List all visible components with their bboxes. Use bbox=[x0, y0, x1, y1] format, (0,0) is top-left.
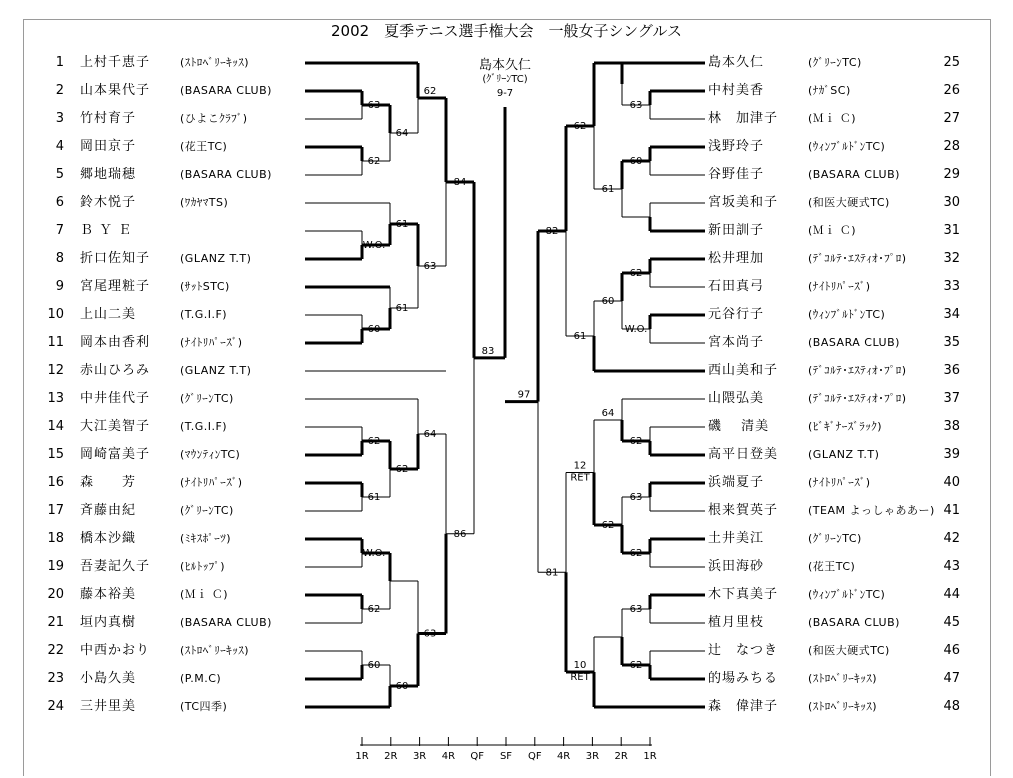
player-club: (BASARA CLUB) bbox=[180, 84, 272, 97]
player-name: 岡崎富美子 bbox=[80, 447, 151, 462]
player-name: 的場みちる bbox=[708, 671, 779, 686]
player-number: 11 bbox=[47, 335, 64, 350]
match-score: 82 bbox=[545, 226, 559, 237]
player-number: 24 bbox=[47, 699, 64, 714]
match-score: 62 bbox=[601, 520, 615, 531]
player-club: (BASARA CLUB) bbox=[180, 168, 272, 181]
match-score: 61 bbox=[395, 303, 409, 314]
player-name: 木下真美子 bbox=[708, 587, 779, 602]
player-number: 21 bbox=[47, 615, 64, 630]
player-number: 17 bbox=[47, 503, 64, 518]
match-score: 64 bbox=[423, 429, 437, 440]
player-club: (Ｍｉ Ｃ) bbox=[180, 588, 229, 601]
match-score: 62 bbox=[629, 436, 643, 447]
player-number: 33 bbox=[943, 279, 960, 294]
player-name: 新田訓子 bbox=[708, 223, 765, 238]
match-score: 81 bbox=[545, 567, 559, 579]
player-club: (ｽﾄﾛﾍﾞﾘｰｷｯｽ) bbox=[180, 56, 250, 69]
player-number: 3 bbox=[55, 111, 64, 126]
player-number: 16 bbox=[47, 475, 64, 490]
player-club: (ｽﾄﾛﾍﾞﾘｰｷｯｽ) bbox=[808, 672, 878, 685]
match-score: W.O. bbox=[362, 240, 386, 251]
player-name: 谷野佳子 bbox=[708, 167, 765, 182]
player-club: (ｸﾞﾘｰﾝTC) bbox=[180, 392, 234, 405]
player-name: 西山美和子 bbox=[708, 363, 779, 378]
player-name: 三井里美 bbox=[80, 699, 137, 714]
player-name: 鈴木悦子 bbox=[80, 195, 137, 210]
player-number: 42 bbox=[943, 531, 960, 546]
round-label: 2R bbox=[384, 751, 398, 762]
round-label: 4R bbox=[556, 751, 571, 762]
player-number: 8 bbox=[55, 251, 64, 266]
player-number: 34 bbox=[943, 307, 960, 322]
match-score: 61 bbox=[601, 184, 615, 195]
player-club: (ﾋﾞｷﾞﾅｰｽﾞﾗｯｸ) bbox=[808, 420, 883, 433]
player-number: 22 bbox=[47, 643, 64, 658]
player-number: 5 bbox=[55, 167, 64, 182]
player-name: 高平日登美 bbox=[708, 447, 779, 462]
player-name: 中村美香 bbox=[708, 83, 765, 98]
champion-name: 島本久仁 bbox=[478, 58, 531, 73]
player-name: 石田真弓 bbox=[708, 279, 765, 294]
player-number: 38 bbox=[943, 419, 960, 434]
player-name: 宮坂美和子 bbox=[708, 195, 779, 210]
match-score: RET bbox=[570, 672, 590, 683]
player-number: 4 bbox=[55, 139, 64, 154]
player-name: 浜端夏子 bbox=[708, 475, 765, 490]
player-name: 浜田海砂 bbox=[708, 559, 765, 574]
player-club: (ﾃﾞｺﾙﾃ･ｴｽﾃｨｵ･ﾌﾟﾛ) bbox=[808, 392, 907, 405]
player-name: 大江美智子 bbox=[80, 419, 151, 434]
player-name: 宮尾理粧子 bbox=[80, 279, 151, 294]
player-name: 森 芳 bbox=[80, 475, 137, 490]
match-score: 12 bbox=[573, 460, 587, 472]
player-number: 12 bbox=[47, 363, 64, 378]
player-number: 23 bbox=[47, 671, 64, 686]
round-label: 2R bbox=[614, 751, 628, 762]
player-number: 1 bbox=[55, 55, 64, 70]
player-number: 14 bbox=[47, 419, 64, 434]
match-score: 63 bbox=[629, 100, 643, 111]
champion-score: 9-7 bbox=[496, 88, 514, 99]
player-club: (ﾅｲﾄﾘﾊﾟｰｽﾞ) bbox=[180, 476, 243, 489]
player-name: 垣内真樹 bbox=[80, 615, 137, 630]
player-name: 中西かおり bbox=[80, 643, 151, 658]
player-number: 40 bbox=[943, 475, 960, 490]
player-name: 上村千恵子 bbox=[80, 55, 151, 70]
round-label: 1R bbox=[355, 751, 369, 762]
player-name: 宮本尚子 bbox=[708, 335, 765, 350]
match-score: 86 bbox=[453, 528, 467, 540]
player-number: 36 bbox=[943, 363, 960, 378]
match-score: 61 bbox=[573, 331, 587, 342]
player-number: 25 bbox=[943, 55, 960, 70]
match-score: 60 bbox=[601, 296, 615, 307]
match-score: W.O. bbox=[624, 324, 648, 335]
player-club: (ひよこｸﾗﾌﾞ) bbox=[180, 112, 248, 125]
player-number: 30 bbox=[943, 195, 960, 210]
player-name: 小島久美 bbox=[80, 671, 137, 686]
player-name: 赤山ひろみ bbox=[80, 363, 151, 378]
player-number: 10 bbox=[47, 307, 64, 322]
match-score: 62 bbox=[367, 604, 381, 615]
player-number: 2 bbox=[55, 83, 64, 98]
player-club: (和医大硬式TC) bbox=[808, 644, 890, 657]
player-name: 折口佐知子 bbox=[80, 251, 151, 266]
player-number: 29 bbox=[943, 167, 960, 182]
player-name: 竹村育子 bbox=[80, 111, 137, 126]
player-club: (ｽﾄﾛﾍﾞﾘｰｷｯｽ) bbox=[808, 700, 878, 713]
player-number: 6 bbox=[55, 195, 64, 210]
match-score: 62 bbox=[629, 548, 643, 559]
player-club: (ﾃﾞｺﾙﾃ･ｴｽﾃｨｵ･ﾌﾟﾛ) bbox=[808, 364, 907, 377]
player-name: 松井理加 bbox=[708, 251, 765, 266]
player-club: (ｳｨﾝﾌﾞﾙﾄﾞﾝTC) bbox=[808, 140, 886, 153]
match-score: 61 bbox=[395, 219, 409, 230]
player-name: 上山二美 bbox=[80, 307, 137, 322]
player-name: 橋本沙織 bbox=[80, 531, 137, 546]
player-name: 根来賀英子 bbox=[708, 503, 779, 518]
player-name: 吾妻記久子 bbox=[80, 559, 151, 574]
player-name: 山本果代子 bbox=[80, 83, 151, 98]
player-number: 48 bbox=[943, 699, 960, 714]
match-score: 62 bbox=[367, 156, 381, 167]
round-label: 1R bbox=[643, 751, 657, 762]
player-club: (TEAM よっしゃああー) bbox=[808, 504, 935, 517]
player-club: (ﾋﾙﾄｯﾌﾟ) bbox=[180, 560, 226, 573]
player-name: 岡田京子 bbox=[80, 139, 137, 154]
player-number: 7 bbox=[55, 223, 64, 238]
player-club: (ｸﾞﾘｰﾝTC) bbox=[808, 532, 862, 545]
match-score: 61 bbox=[367, 492, 381, 503]
player-name: 植月里枝 bbox=[708, 615, 765, 630]
player-club: (ｳｨﾝﾌﾞﾙﾄﾞﾝTC) bbox=[808, 308, 886, 321]
player-number: 47 bbox=[943, 671, 960, 686]
player-number: 28 bbox=[943, 139, 960, 154]
player-club: (T.G.I.F) bbox=[180, 308, 228, 321]
round-label: QF bbox=[527, 751, 542, 762]
player-number: 46 bbox=[943, 643, 960, 658]
player-name: 郷地瑞穂 bbox=[80, 167, 137, 182]
player-name: 山隈弘美 bbox=[708, 391, 765, 406]
match-score: 62 bbox=[395, 464, 409, 475]
round-label: SF bbox=[499, 751, 513, 762]
player-number: 35 bbox=[943, 335, 960, 350]
match-score: 84 bbox=[453, 177, 467, 188]
match-score: 63 bbox=[423, 261, 437, 272]
player-number: 9 bbox=[55, 279, 64, 294]
player-club: (ﾅｲﾄﾘﾊﾟｰｽﾞ) bbox=[180, 336, 243, 349]
player-name: 磯 清美 bbox=[708, 419, 770, 434]
match-score: 63 bbox=[423, 628, 437, 640]
player-number: 26 bbox=[943, 83, 960, 98]
player-club: (BASARA CLUB) bbox=[180, 616, 272, 629]
player-club: (BASARA CLUB) bbox=[808, 168, 900, 181]
player-club: (GLANZ T.T) bbox=[808, 448, 880, 461]
round-label: QF bbox=[470, 751, 485, 762]
match-score: 10 bbox=[573, 660, 587, 671]
player-club: (ﾅｲﾄﾘﾊﾟｰｽﾞ) bbox=[808, 476, 871, 489]
player-club: (Ｍｉ Ｃ) bbox=[808, 224, 857, 237]
player-number: 45 bbox=[943, 615, 960, 630]
player-number: 31 bbox=[943, 223, 960, 238]
player-number: 41 bbox=[943, 503, 960, 518]
player-club: (T.G.I.F) bbox=[180, 420, 228, 433]
player-number: 19 bbox=[47, 559, 64, 574]
player-club: (ﾅｶﾞSC) bbox=[808, 84, 851, 97]
match-score: 62 bbox=[573, 121, 587, 132]
player-name: 辻 なつき bbox=[708, 643, 779, 658]
player-number: 27 bbox=[943, 111, 960, 126]
player-club: (和医大硬式TC) bbox=[808, 196, 890, 209]
player-club: (TC四季) bbox=[180, 700, 228, 713]
match-score: 62 bbox=[629, 660, 643, 671]
player-club: (ﾃﾞｺﾙﾃ･ｴｽﾃｨｵ･ﾌﾟﾛ) bbox=[808, 252, 907, 265]
player-name: 林 加津子 bbox=[708, 111, 779, 126]
player-club: (ｽﾄﾛﾍﾞﾘｰｷｯｽ) bbox=[180, 644, 250, 657]
player-club: (ﾅｲﾄﾘﾊﾟｰｽﾞ) bbox=[808, 280, 871, 293]
match-score: 62 bbox=[367, 436, 381, 447]
page-title: 2002 夏季テニス選手権大会 一般女子シングルス bbox=[330, 22, 682, 40]
player-club: (ｸﾞﾘｰﾝTC) bbox=[808, 56, 862, 69]
player-club: (ｳｨﾝﾌﾞﾙﾄﾞﾝTC) bbox=[808, 588, 886, 601]
player-name: 元谷行子 bbox=[708, 307, 765, 322]
player-club: (P.M.C) bbox=[180, 672, 222, 685]
match-score: RET bbox=[570, 472, 590, 484]
player-club: (ﾜｶﾔﾏTS) bbox=[180, 196, 229, 209]
player-number: 37 bbox=[943, 391, 960, 406]
player-club: (GLANZ T.T) bbox=[180, 364, 252, 377]
match-score: 62 bbox=[629, 268, 643, 279]
player-club: (花王TC) bbox=[808, 560, 856, 573]
match-score: 62 bbox=[423, 86, 437, 97]
player-name: 土井美江 bbox=[708, 531, 765, 546]
round-label: 4R bbox=[441, 751, 456, 762]
player-club: (GLANZ T.T) bbox=[180, 252, 252, 265]
player-number: 20 bbox=[47, 587, 64, 602]
player-name: 岡本由香利 bbox=[80, 335, 151, 350]
player-club: (BASARA CLUB) bbox=[808, 336, 900, 349]
match-score: 63 bbox=[629, 492, 643, 503]
round-label: 3R bbox=[412, 751, 427, 762]
player-number: 18 bbox=[47, 531, 64, 546]
player-club: (花王TC) bbox=[180, 140, 228, 153]
player-name: 森 偉津子 bbox=[708, 699, 779, 714]
match-score: 83 bbox=[481, 345, 495, 357]
match-score: 60 bbox=[395, 681, 409, 692]
player-club: (ｸﾞﾘｰﾝTC) bbox=[180, 504, 234, 517]
player-name: Ｂ Ｙ Ｅ bbox=[80, 223, 133, 238]
player-name: 藤本裕美 bbox=[80, 587, 137, 602]
champion-club: (ｸﾞﾘｰﾝTC) bbox=[482, 74, 528, 85]
round-label: 3R bbox=[585, 751, 600, 762]
player-club: (BASARA CLUB) bbox=[808, 616, 900, 629]
match-score: 97 bbox=[517, 389, 531, 401]
player-name: 中井佳代子 bbox=[80, 391, 151, 406]
player-club: (ﾐｷｽﾎﾟｰﾂ) bbox=[180, 532, 232, 545]
match-score: 63 bbox=[629, 604, 643, 615]
player-club: (Ｍｉ Ｃ) bbox=[808, 112, 857, 125]
match-score: 64 bbox=[395, 128, 409, 139]
match-score: 60 bbox=[629, 156, 643, 167]
player-name: 斉藤由紀 bbox=[80, 503, 137, 518]
match-score: 63 bbox=[367, 100, 381, 111]
match-score: 60 bbox=[367, 324, 381, 335]
player-name: 浅野玲子 bbox=[708, 139, 765, 154]
match-score: 60 bbox=[367, 660, 381, 671]
player-number: 39 bbox=[943, 447, 960, 462]
player-number: 13 bbox=[47, 391, 64, 406]
match-score: 64 bbox=[601, 408, 615, 419]
player-club: (ﾏｳﾝﾃｨﾝTC) bbox=[180, 448, 241, 461]
player-number: 44 bbox=[943, 587, 960, 602]
player-name: 島本久仁 bbox=[708, 55, 765, 70]
player-number: 32 bbox=[943, 251, 960, 266]
player-number: 43 bbox=[943, 559, 960, 574]
match-score: W.O. bbox=[362, 548, 386, 559]
player-number: 15 bbox=[47, 447, 64, 462]
player-club: (ｻｯﾄSTC) bbox=[180, 280, 230, 293]
